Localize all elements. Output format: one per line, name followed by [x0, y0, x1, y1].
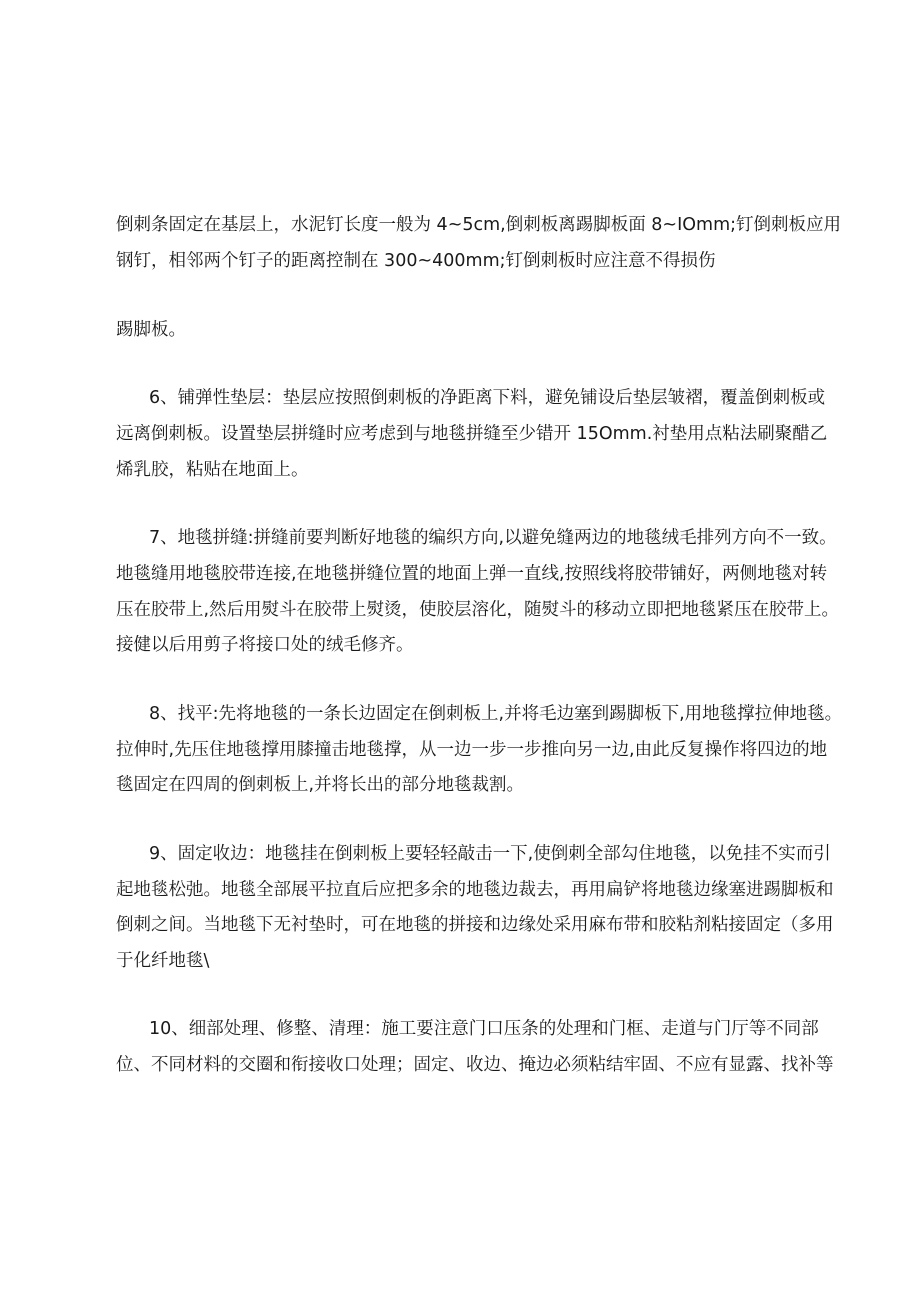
- text-line: 钢钉，相邻两个钉子的距离控制在 300~400mm;钉倒刺板时应注意不得损伤: [116, 251, 716, 271]
- text-line: 地毯缝用地毯胶带连接,在地毯拼缝位置的地面上弹一直线,按照线将胶带铺好，两侧地毯对转: [116, 564, 828, 584]
- text-line: 烯乳胶，粘贴在地面上。: [116, 460, 309, 480]
- text-line: 起地毯松弛。地毯全部展平拉直后应把多余的地毯边裁去，再用扁铲将地毯边缘塞进踢脚板和: [116, 880, 834, 900]
- text-line: 拉伸时,先压住地毯撑用膝撞击地毯撑，从一边一步一步推向另一边,由此反复操作将四边的地: [116, 740, 828, 760]
- paragraph-7-start: 7、地毯拼缝:拼缝前要判断好地毯的编织方向,以避免缝两边的地毯绒毛排列方向不一致。: [149, 528, 837, 548]
- paragraph-10-start: 10、细部处理、修整、清理：施工要注意门口压条的处理和门框、走道与门厅等不同部: [149, 1019, 819, 1039]
- text-line: 毯固定在四周的倒刺板上,并将长出的部分地毯裁割。: [116, 775, 525, 795]
- text-line: 远离倒刺板。设置垫层拼缝时应考虑到与地毯拼缝至少错开 15Omm.衬垫用点粘法刷聚醋乙: [116, 424, 828, 444]
- text-line: 于化纤地毯\: [116, 951, 210, 971]
- text-line: 踢脚板。: [116, 320, 186, 340]
- paragraph-6-start: 6、铺弹性垫层：垫层应按照倒刺板的净距离下料，避免铺设后垫层皱褶，覆盖倒刺板或: [149, 388, 826, 408]
- text-line: 倒刺条固定在基层上，水泥钉长度一般为 4~5cm,倒刺板离踢脚板面 8~IOmm;钉倒刺板应用: [116, 215, 842, 235]
- paragraph-9-start: 9、固定收边：地毯挂在倒刺板上要轻轻敲击一下,使倒刺全部勾住地毯，以免挂不实而引: [149, 844, 831, 864]
- text-line: 压在胶带上,然后用熨斗在胶带上熨烫，使胶层溶化，随熨斗的移动立即把地毯紧压在胶带上。: [116, 600, 840, 620]
- text-line: 位、不同材料的交圈和衔接收口处理；固定、收边、掩边必须粘结牢固、不应有显露、找补等: [116, 1055, 834, 1075]
- text-line: 接健以后用剪子将接口处的绒毛修齐。: [116, 635, 414, 655]
- text-line: 倒刺之间。当地毯下无衬垫时，可在地毯的拼接和边缘处采用麻布带和胶粘剂粘接固定（多用: [116, 915, 834, 935]
- paragraph-8-start: 8、找平:先将地毯的一条长边固定在倒刺板上,并将毛边塞到踢脚板下,用地毯撑拉伸地毯。: [149, 704, 843, 724]
